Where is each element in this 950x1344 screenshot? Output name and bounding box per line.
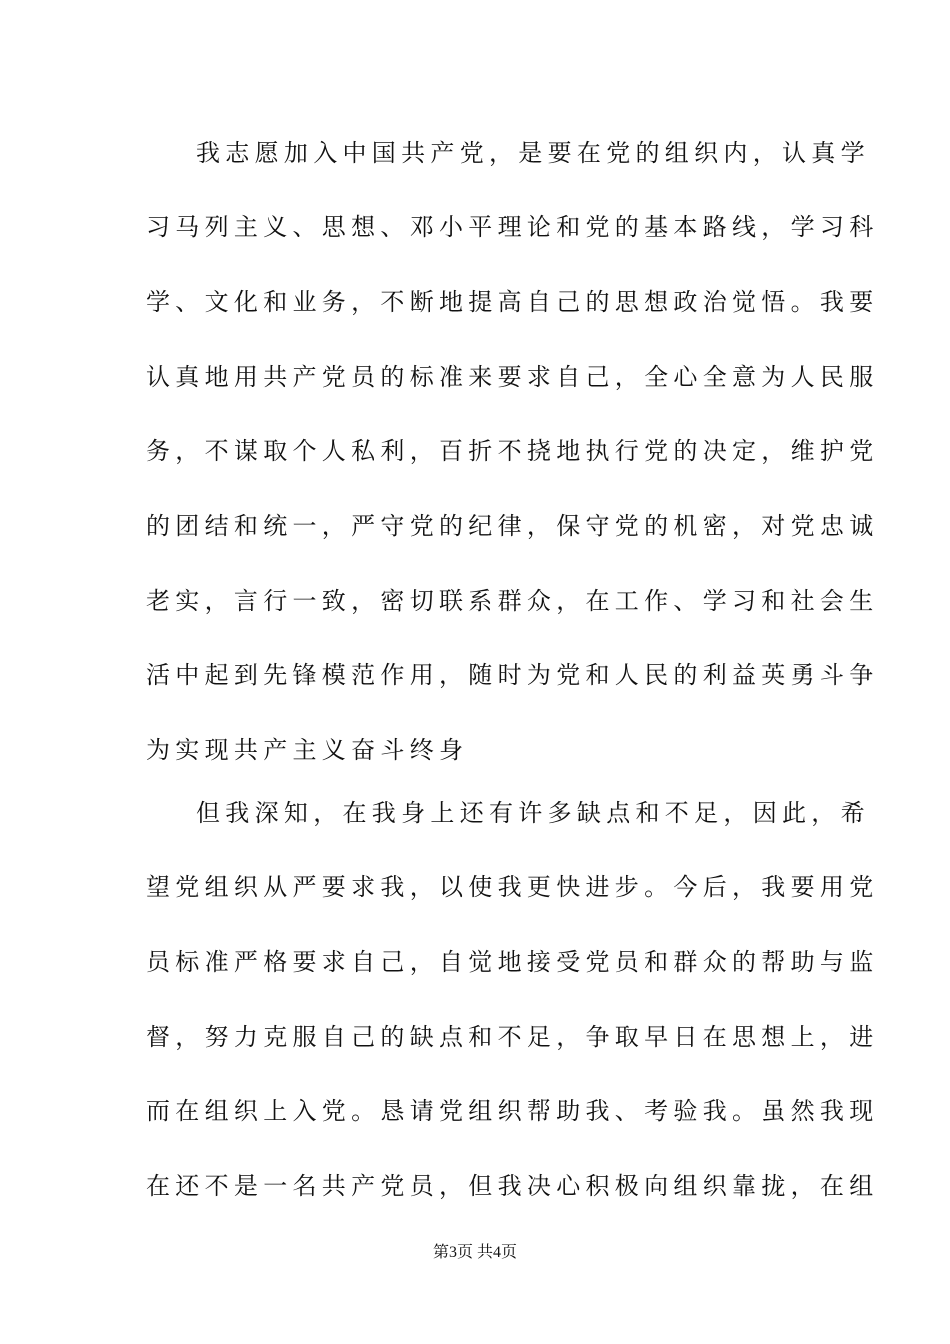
paragraph-1-line-7: 老实，言行一致，密切联系群众，在工作、学习和社会生 [146,587,879,615]
page-footer: 第3页 共4页 [432,1244,517,1261]
paragraph-2-line-5: 而在组织上入党。恳请党组织帮助我、考验我。虽然我现 [146,1097,879,1125]
paragraph-2-line-2: 望党组织从严要求我，以使我更快进步。今后，我要用党 [146,873,879,901]
paragraph-2-line-1: 但我深知，在我身上还有许多缺点和不足，因此，希 [196,799,870,827]
paragraph-1-line-1: 我志愿加入中国共产党，是要在党的组织内，认真学 [196,139,870,167]
paragraph-2-line-4: 督，努力克服自己的缺点和不足，争取早日在思想上，进 [146,1023,879,1051]
paragraph-2-line-6: 在还不是一名共产党员，但我决心积极向组织靠拢，在组 [146,1172,879,1200]
paragraph-1-line-3: 学、文化和业务，不断地提高自己的思想政治觉悟。我要 [146,288,879,316]
paragraph-1-line-8: 活中起到先锋模范作用，随时为党和人民的利益英勇斗争 [146,661,879,689]
paragraph-2-line-3: 员标准严格要求自己，自觉地接受党员和群众的帮助与监 [146,948,879,976]
paragraph-1-line-4: 认真地用共产党员的标准来要求自己，全心全意为人民服 [146,363,879,391]
paragraph-1-line-9: 为实现共产主义奋斗终身 [146,736,469,764]
paragraph-1-line-2: 习马列主义、思想、邓小平理论和党的基本路线，学习科 [146,213,879,241]
paragraph-1-line-5: 务，不谋取个人私利，百折不挠地执行党的决定，维护党 [146,437,879,465]
paragraph-1-line-6: 的团结和统一，严守党的纪律，保守党的机密，对党忠诚 [146,512,879,540]
